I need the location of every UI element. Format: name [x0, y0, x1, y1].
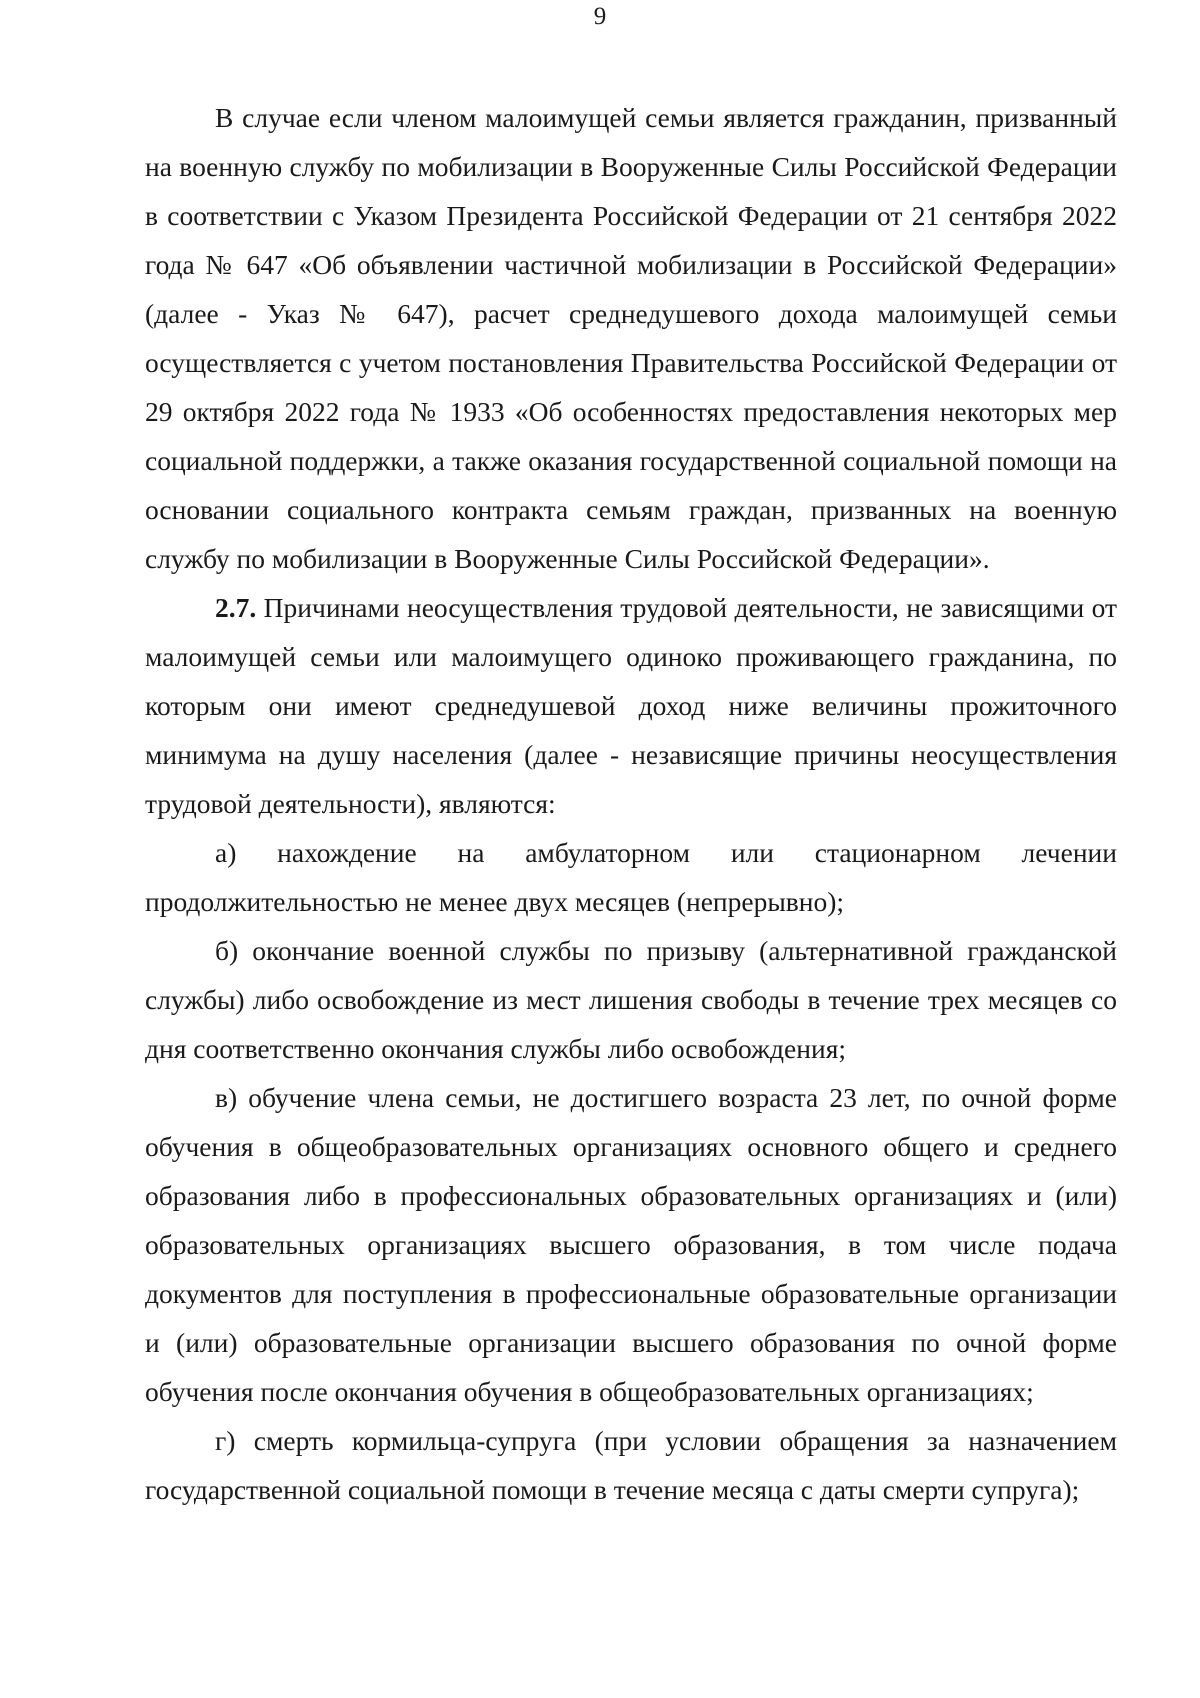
- paragraph-mobilization: В случае если членом малоимущей семьи является гражданин, призванный на военную службу по мобилизации в Вооруженные Силы Российской Федерации в соответствии с Указом Президента Российской Федерации от 21 сентября 2022 года № 647 «Об объявлении частичной мобилизации в Российской Федерации» (далее - Указ № 647), расчет среднедушевого дохода малоимущей семьи осуществляется с учетом постановления Правительства Российской Федерации от 29 октября 2022 года № 1933 «Об особенностях предоставления некоторых мер социальной поддержки, а также оказания государственной социальной помощи на основании социального контракта семьям граждан, призванных на военную службу по мобилизации в Вооруженные Силы Российской Федерации».: [145, 102, 1117, 574]
- page-number: 9: [593, 3, 607, 30]
- paragraph-2-7: [145, 583, 1117, 828]
- list-item-g: г) смерть кормильца-супруга (при условии обращения за назначением государственной социальной помощи в течение месяца с даты смерти супруга);: [145, 1425, 1117, 1505]
- list-item-a: а) нахождение на амбулаторном или стационарном лечении продолжительностью не менее двух месяцев (непрерывно);: [145, 837, 1117, 917]
- paragraph-2-7-text: Причинами неосуществления трудовой деятельности, не зависящими от малоимущей семьи или малоимущего одиноко проживающего гражданина, по которым они имеют среднедушевой доход ниже величины прожиточного минимума на душу населения (далее - независящие причины неосуществления трудовой деятельности), являются:: [145, 592, 1117, 819]
- document-body: [145, 93, 1117, 1514]
- list-item-b: б) окончание военной службы по призыву (альтернативной гражданской службы) либо освобождение из мест лишения свободы в течение трех месяцев со дня соответственно окончания службы либо освобождения;: [145, 935, 1117, 1064]
- section-number: 2.7.: [215, 592, 257, 623]
- list-item-v: в) обучение члена семьи, не достигшего возраста 23 лет, по очной форме обучения в общеобразовательных организациях основного общего и среднего образования либо в профессиональных образовательных организациях и (или) образовательных организациях высшего образования, в том числе подача документов для поступления в профессиональные образовательные организации и (или) образовательные организации высшего образования по очной форме обучения после окончания обучения в общеобразовательных организациях;: [145, 1082, 1117, 1407]
